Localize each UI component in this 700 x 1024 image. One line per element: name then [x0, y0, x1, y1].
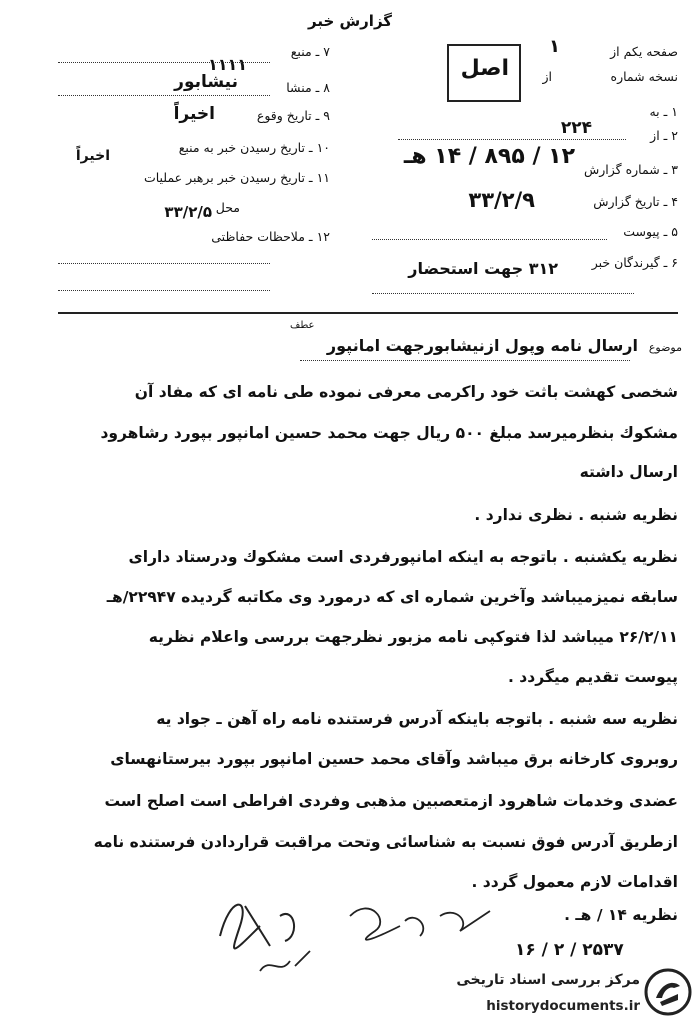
body-line: نظریه یکشنبه . باتوجه به اینکه امانپورفردی است مشکوك ودرستاد دارای	[128, 548, 678, 566]
received-by-leader-label: ۱۱ ـ تاریخ رسیدن خبر برهبر عملیات	[143, 170, 330, 185]
body-line: پیوست تقدیم میگردد .	[508, 668, 678, 686]
report-date-label: ۴ ـ تاریخ گزارش	[593, 194, 678, 209]
occurrence-date-value: اخیراً	[173, 104, 215, 124]
copy-number-label: نسخه شماره	[610, 69, 678, 84]
received-by-source-value: اخیراً	[75, 148, 110, 164]
occurrence-date-label: ۹ ـ تاریخ وقوع	[256, 108, 330, 123]
body-line: روبروی کارخانه برق میباشد وآقای محمد حسین امانپور بپورد بیرستانهسای	[110, 750, 678, 768]
security-notes-dots-2	[58, 290, 270, 291]
body-line: نظریه شنبه . نظری ندارد .	[474, 506, 678, 524]
body-line: شخصی کهشت باثت خود راکرمی معرفی نموده طی نامه ای که مفاد آن	[134, 383, 678, 401]
source-label: ۷ ـ منبع	[290, 44, 330, 59]
body-line: ازطریق آدرس فوق نسبت به شناسائی وتحت مراقبت قراردادن فرستنده نامه	[93, 833, 678, 851]
footer-number: ۲۵۳۷ / ۲ / ۱۶	[515, 940, 624, 960]
place-label: محل	[215, 200, 240, 215]
report-title: گزارش خبر	[307, 12, 393, 30]
origin-label: ۸ ـ منشا	[286, 80, 330, 95]
source-dots	[58, 62, 270, 63]
to-label: ۱ ـ به	[649, 104, 678, 119]
body-line: عضدی وخدمات شاهرود ازمتعصبین مذهبی وفردی افراطی است اصلح است	[104, 792, 678, 810]
stamp-box	[447, 44, 521, 102]
from-label: ۲ ـ از	[650, 128, 678, 143]
archive-logo-icon	[644, 968, 692, 1016]
copy-number-value: از	[542, 69, 552, 84]
subject-dots	[300, 360, 630, 361]
body-line: اقدامات لازم معمول گردد .	[471, 873, 678, 891]
body-line: نظریه ۱۴ / هـ .	[564, 906, 678, 924]
subject-note: عطف	[290, 320, 315, 331]
place-value: ۳۳/۲/۵	[164, 203, 212, 221]
watermark-text: مرکز بررسی اسناد تاریخی	[456, 972, 640, 988]
security-notes-label: ۱۲ ـ ملاحظات حفاظتی	[211, 229, 330, 244]
body-line: ارسال داشته	[579, 463, 678, 481]
header-separator	[58, 312, 678, 314]
origin-value: نیشابور	[174, 72, 238, 92]
attachment-dots	[372, 239, 607, 240]
watermark	[382, 968, 692, 1020]
recipients-dots	[372, 293, 634, 294]
body-line: سابقه نمیزمیباشد وآخرین شماره ای که درمورد وی مکاتبه گردیده ۲۲۹۴۷/هـ	[106, 588, 678, 606]
page-of-value: ۱	[549, 36, 560, 57]
report-number-label: ۳ ـ شماره گزارش	[583, 162, 678, 177]
report-number-value: ۱۲ / ۸۹۵ / ۱۴ هـ	[403, 144, 575, 169]
subject-text: ارسال نامه وپول ازنیشابورجهت امانپور	[326, 336, 638, 355]
report-date-value: ۳۳/۲/۹	[468, 188, 535, 212]
to-dots	[398, 139, 626, 140]
attachment-label: ۵ ـ پیوست	[623, 224, 678, 239]
to-value: ۲۲۴	[560, 118, 592, 138]
watermark-url: historydocuments.ir	[486, 998, 640, 1014]
body-line: مشکوك بنظرمیرسد مبلغ ۵۰۰ ریال جهت محمد حسین امانپور بپورد رشاهرود	[100, 424, 678, 442]
page-of-label: صفحه یکم از	[610, 44, 678, 59]
subject-label: موضوع	[648, 341, 682, 354]
body-line: ۲۶/۲/۱۱ میباشد لذا فتوکپی نامه مزبور نظرجهت بررسی واعلام نظریه	[148, 628, 678, 646]
recipients-value: ۳۱۲ جهت استحضار	[408, 259, 558, 278]
body-line: نظریه سه شنبه . باتوجه باینکه آدرس فرستنده نامه راه آهن ـ جواد یه	[156, 710, 678, 728]
source-value: ۱۱۱۱	[207, 55, 247, 74]
origin-dots	[58, 95, 270, 96]
received-by-source-label: ۱۰ ـ تاریخ رسیدن خبر به منبع	[178, 140, 330, 155]
security-notes-dots-1	[58, 263, 270, 264]
recipients-label: ۶ ـ گیرندگان خبر	[591, 255, 678, 270]
stamp-text: اصل	[460, 56, 509, 81]
